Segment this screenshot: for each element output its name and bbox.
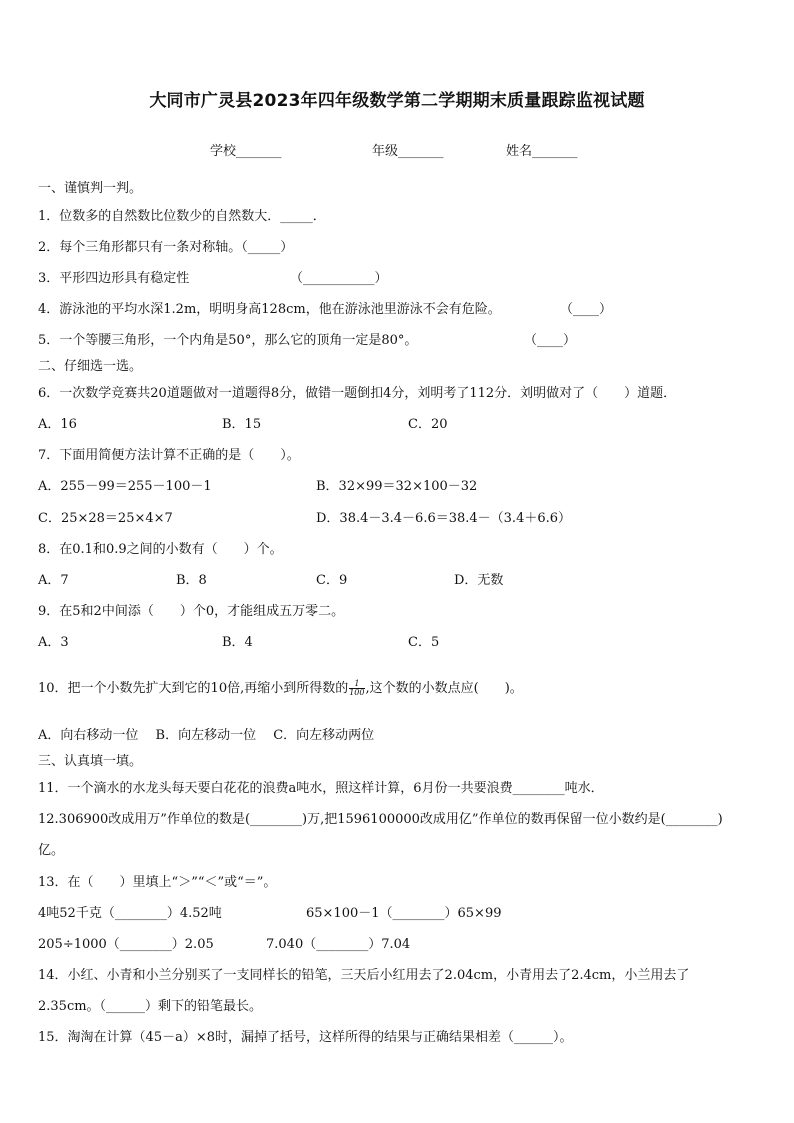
question-6-option-c: C．20 [408, 417, 448, 432]
question-9-option-a: A．3 [38, 635, 69, 650]
question-7: 7．下面用简便方法计算不正确的是（ ）。 [38, 448, 300, 463]
question-8-option-d: D．无数 [454, 573, 504, 588]
question-6: 6．一次数学竞赛共20道题做对一道题得8分，做错一题倒扣4分，刘明考了112分．刘明做对了（ ）道题． [38, 386, 677, 401]
question-7-option-a: A．255－99＝255－100－1 [38, 479, 212, 494]
question-13-item-b: 65×100－1（________）65×99 [306, 906, 502, 921]
question-14: 14．小红、小青和小兰分别买了一支同样长的铅笔，三天后小红用去了2.04cm，小青用去了2.4cm，小兰用去了 [38, 968, 690, 983]
fraction-numerator: 1 [349, 680, 364, 689]
question-8-option-c: C．9 [316, 573, 348, 588]
question-7-option-b: B．32×99＝32×100－32 [316, 479, 478, 494]
question-13-item-c: 205÷1000（________）2.05 [38, 937, 214, 952]
fraction-one-hundredth [349, 680, 364, 697]
question-4-blank: （____） [560, 302, 613, 317]
question-13-item-d: 7.040（________）7.04 [266, 937, 411, 952]
section-heading-3: 三、认真填一填。 [38, 754, 143, 769]
question-10-text-start: 10．把一个小数先扩大到它的10倍,再缩小到所得数的 [38, 681, 349, 696]
fraction-denominator: 100 [349, 688, 365, 697]
question-7-option-c: C．25×28＝25×4×7 [38, 511, 173, 526]
grade-field: 年级_______ [372, 144, 444, 159]
question-9: 9．在5和2中间添（ ）个0，才能组成五万零二。 [38, 604, 345, 619]
name-field: 姓名_______ [506, 144, 578, 159]
question-8-option-b: B．8 [176, 573, 207, 588]
question-12: 12.306900改成用万”作单位的数是(________)万,把1596100000改成用亿”作单位的数再保留一位小数约是(________) [38, 812, 723, 827]
section-heading-2: 二、仔细选一选。 [38, 359, 143, 374]
question-2: 2．每个三角形都只有一条对称轴。（_____） [38, 240, 294, 255]
question-10-text-end: ,这个数的小数点应( )。 [365, 681, 523, 696]
question-10 [38, 680, 523, 698]
question-6-option-a: A．16 [38, 417, 77, 432]
question-7-option-d: D．38.4－3.4－6.6＝38.4－（3.4＋6.6） [316, 511, 572, 526]
question-5: 5．一个等腰三角形，一个内角是50°，那么它的顶角一定是80°。 [38, 333, 418, 348]
question-3: 3．平形四边形具有稳定性 [38, 271, 190, 286]
question-13-item-a: 4吨52千克（________）4.52吨 [38, 906, 222, 921]
question-8-option-a: A．7 [38, 573, 69, 588]
question-13: 13．在（ ）里填上“＞”“＜”或“＝”。 [38, 875, 277, 890]
question-1: 1．位数多的自然数比位数少的自然数大．_____． [38, 209, 326, 224]
section-heading-1: 一、谨慎判一判。 [38, 181, 143, 196]
question-14-continued: 2.35cm。（______）剩下的铅笔最长。 [38, 999, 263, 1014]
question-9-option-b: B．4 [222, 635, 253, 650]
school-field: 学校_______ [210, 144, 282, 159]
question-8: 8．在0.1和0.9之间的小数有（ ）个。 [38, 542, 283, 557]
question-6-option-b: B．15 [222, 417, 262, 432]
question-4: 4．游泳池的平均水深1.2m，明明身高128cm，他在游泳池里游泳不会有危险。 [38, 302, 501, 317]
question-5-blank: （____） [524, 333, 577, 348]
question-9-option-c: C．5 [408, 635, 440, 650]
question-3-blank: （___________） [290, 271, 388, 286]
question-15: 15．淘淘在计算（45－a）×8时，漏掉了括号，这样所得的结果与正确结果相差（______）。 [38, 1030, 573, 1045]
question-12-continued: 亿。 [38, 843, 65, 858]
page-title: 大同市广灵县2023年四年级数学第二学期期末质量跟踪监视试题 [149, 91, 645, 111]
question-10-options: A．向右移动一位 B．向左移动一位 C．向左移动两位 [38, 728, 375, 743]
question-11: 11．一个滴水的水龙头每天要白花花的浪费a吨水，照这样计算，6月份一共要浪费________吨水． [38, 781, 604, 796]
